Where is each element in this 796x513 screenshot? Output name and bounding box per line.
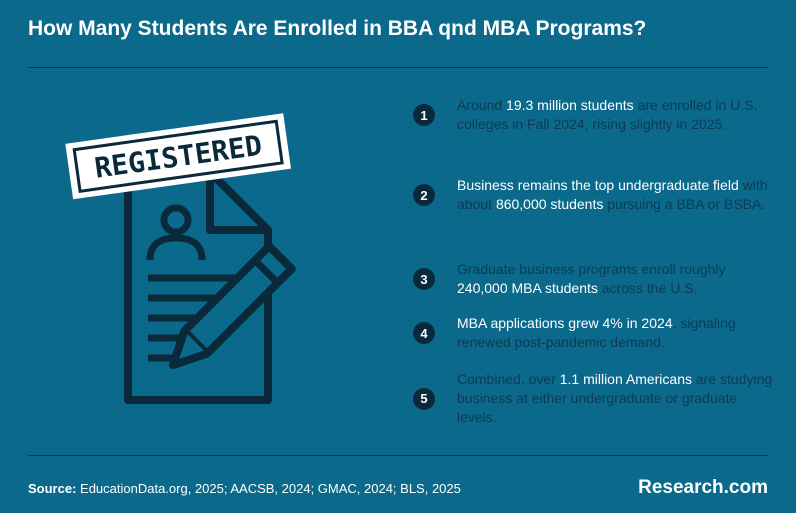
fact-number: 1 <box>413 104 435 126</box>
fact-number: 5 <box>413 388 435 410</box>
brand-logo: Research.com <box>638 477 768 498</box>
source-label: Source: <box>28 481 77 496</box>
fact-item: 5 Combined, over 1.1 million Americans are studying business at either undergraduate or graduate levels. <box>413 370 773 427</box>
fact-item: 1 Around 19.3 million students are enrolled in U.S. colleges in Fall 2024, rising slightly in 2025. <box>413 96 773 134</box>
bottom-divider <box>28 455 768 456</box>
stamp-text: REGISTERED <box>92 128 264 185</box>
fact-number: 3 <box>413 268 435 290</box>
registered-document-icon <box>60 110 320 410</box>
fact-number: 2 <box>413 184 435 206</box>
top-divider <box>28 67 768 68</box>
source-note <box>28 481 461 496</box>
page-title: How Many Students Are Enrolled in BBA qnd MBA Programs? <box>28 17 647 40</box>
fact-item: 2 Business remains the top undergraduate field with about 860,000 students pursuing a BBA or BSBA. <box>413 176 773 214</box>
fact-item: 4 MBA applications grew 4% in 2024, signaling renewed post-pandemic demand. <box>413 314 773 352</box>
fact-item: 3 Graduate business programs enroll roughly 240,000 MBA students across the U.S. <box>413 260 773 298</box>
source-text: EducationData.org, 2025; AACSB, 2024; GMAC, 2024; BLS, 2025 <box>76 481 461 496</box>
fact-number: 4 <box>413 322 435 344</box>
